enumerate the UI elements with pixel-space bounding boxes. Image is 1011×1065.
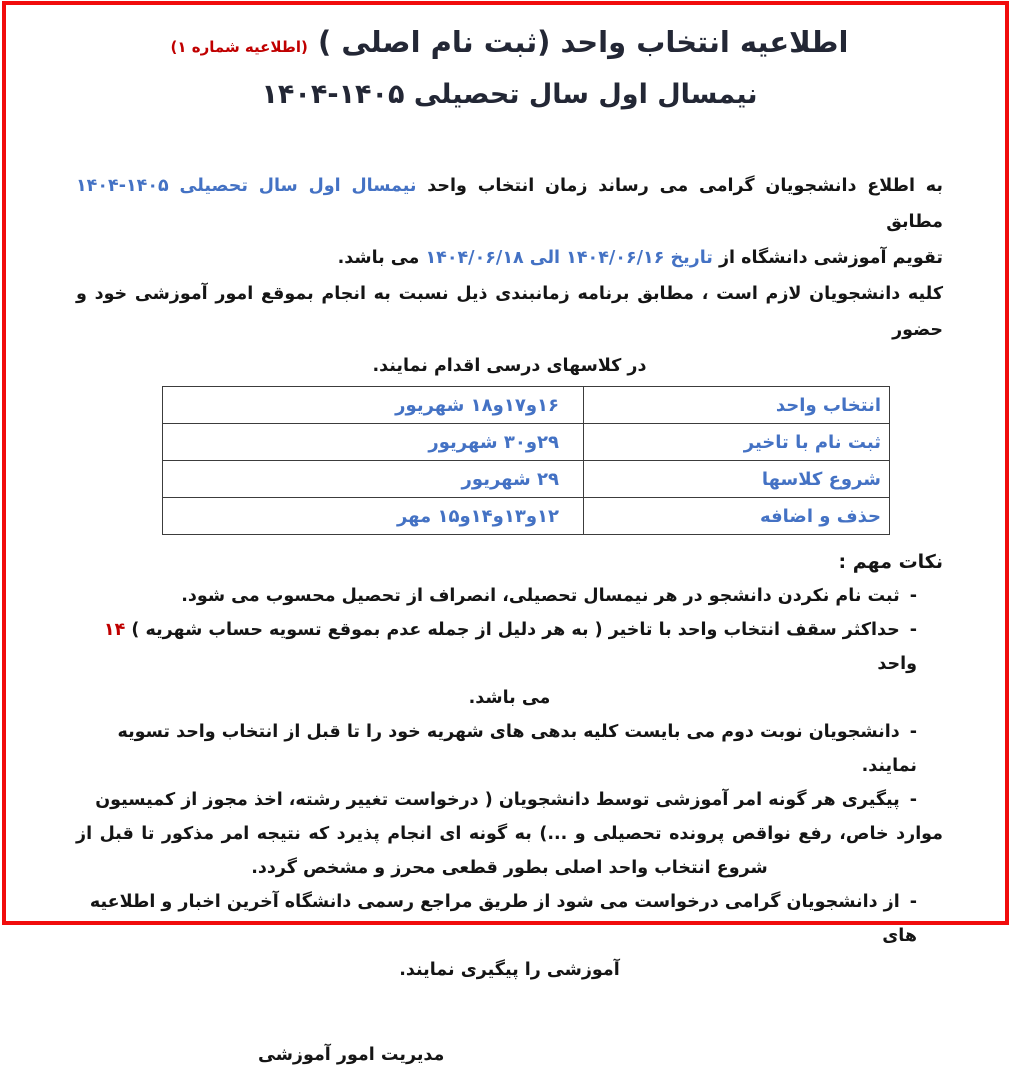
schedule-table	[162, 386, 890, 535]
table-row	[163, 461, 890, 498]
intro-text: تقویم آموزشی دانشگاه از	[712, 248, 943, 268]
table-row	[163, 498, 890, 535]
dash-marker: -	[909, 790, 917, 810]
page-title	[76, 19, 943, 70]
note-line: شروع انتخاب واحد اصلی بطور قطعی محرز و مشخص گردد.	[251, 858, 768, 878]
intro-text: به اطلاع دانشجویان گرامی می رساند زمان انتخاب واحد	[416, 176, 943, 196]
schedule-value-cell: ۱۲و۱۳و۱۴و۱۵ مهر	[163, 498, 584, 535]
date-range-highlight: تاریخ ۱۴۰۴/۰۶/۱۶ الی ۱۴۰۴/۰۶/۱۸	[425, 248, 713, 268]
intro-p2-line2: در کلاسهای درسی اقدام نمایند.	[372, 356, 647, 376]
note-text: از دانشجویان گرامی درخواست می شود از طریق مراجع رسمی دانشگاه آخرین اخبار و اطلاعیه های	[89, 892, 917, 946]
notes-heading: نکات مهم :	[838, 551, 943, 573]
document-page	[2, 1, 1009, 1065]
note-text: حداکثر سقف انتخاب واحد با تاخیر ( به هر دلیل از جمله عدم بموقع تسویه حساب شهریه )	[125, 620, 900, 640]
note-text: واحد	[877, 654, 917, 674]
note-bullet-1	[76, 579, 943, 613]
note-line	[76, 579, 943, 613]
note-text: ثبت نام نکردن دانشجو در هر نیمسال تحصیلی، انصراف از تحصیل محسوب می شود.	[181, 586, 900, 606]
schedule-label-cell: ثبت نام با تاخیر	[584, 424, 890, 461]
schedule-label-cell: حذف و اضافه	[584, 498, 890, 535]
dash-marker: -	[909, 722, 917, 742]
notes-list	[76, 579, 943, 987]
note-line	[76, 613, 943, 681]
table-row	[163, 387, 890, 424]
dash-marker: -	[909, 620, 917, 640]
schedule-value-cell: ۱۶و۱۷و۱۸ شهریور	[163, 387, 584, 424]
dash-marker: -	[909, 892, 917, 912]
dash-marker: -	[909, 586, 917, 606]
signature: مدیریت امور آموزشی	[258, 1045, 445, 1065]
units-limit-highlight: ۱۴	[103, 620, 126, 640]
note-text: دانشجویان نوبت دوم می بایست کلیه بدهی های شهریه خود را تا قبل از انتخاب واحد تسویه نمایند.	[117, 722, 917, 776]
intro-paragraphs	[76, 168, 943, 384]
table-row	[163, 424, 890, 461]
note-line: آموزشی را پیگیری نمایند.	[399, 960, 620, 980]
schedule-label-cell: انتخاب واحد	[584, 387, 890, 424]
note-bullet-2	[76, 613, 943, 715]
intro-p1-line1	[76, 168, 943, 240]
note-line	[76, 715, 943, 783]
note-text: پیگیری هر گونه امر آموزشی توسط دانشجویان ( درخواست تغییر رشته، اخذ مجوز از کمیسیون	[95, 790, 900, 810]
schedule-value-cell: ۲۹و۳۰ شهریور	[163, 424, 584, 461]
schedule-value-cell: ۲۹ شهریور	[163, 461, 584, 498]
intro-text: می باشد.	[337, 248, 426, 268]
note-bullet-5	[76, 885, 943, 987]
note-line: می باشد.	[468, 688, 551, 708]
note-line	[76, 885, 943, 953]
intro-p2-line1: کلیه دانشجویان لازم است ، مطابق برنامه زمانبندی ذیل نسبت به انجام بموقع امور آموزشی خود و حضور	[76, 284, 943, 340]
schedule-label-cell: شروع کلاسها	[584, 461, 890, 498]
announcement-number-badge: (اطلاعیه شماره ۱)	[170, 38, 308, 56]
page-title-main: اطلاعیه انتخاب واحد (ثبت نام اصلی )	[307, 25, 849, 59]
note-bullet-3	[76, 715, 943, 783]
note-line: موارد خاص، رفع نواقص پرونده تحصیلی و ...) به گونه ای انجام پذیرد که نتیجه امر مذکور تا قبل از	[76, 824, 943, 844]
note-line	[76, 783, 943, 817]
page-subtitle: نیمسال اول سال تحصیلی ۱۴۰۵-۱۴۰۴	[261, 79, 758, 110]
note-bullet-4	[76, 783, 943, 885]
intro-text: مطابق	[886, 212, 943, 232]
semester-highlight: نیمسال اول سال تحصیلی ۱۴۰۵-۱۴۰۴	[76, 176, 417, 196]
intro-p1-line2	[76, 240, 943, 276]
